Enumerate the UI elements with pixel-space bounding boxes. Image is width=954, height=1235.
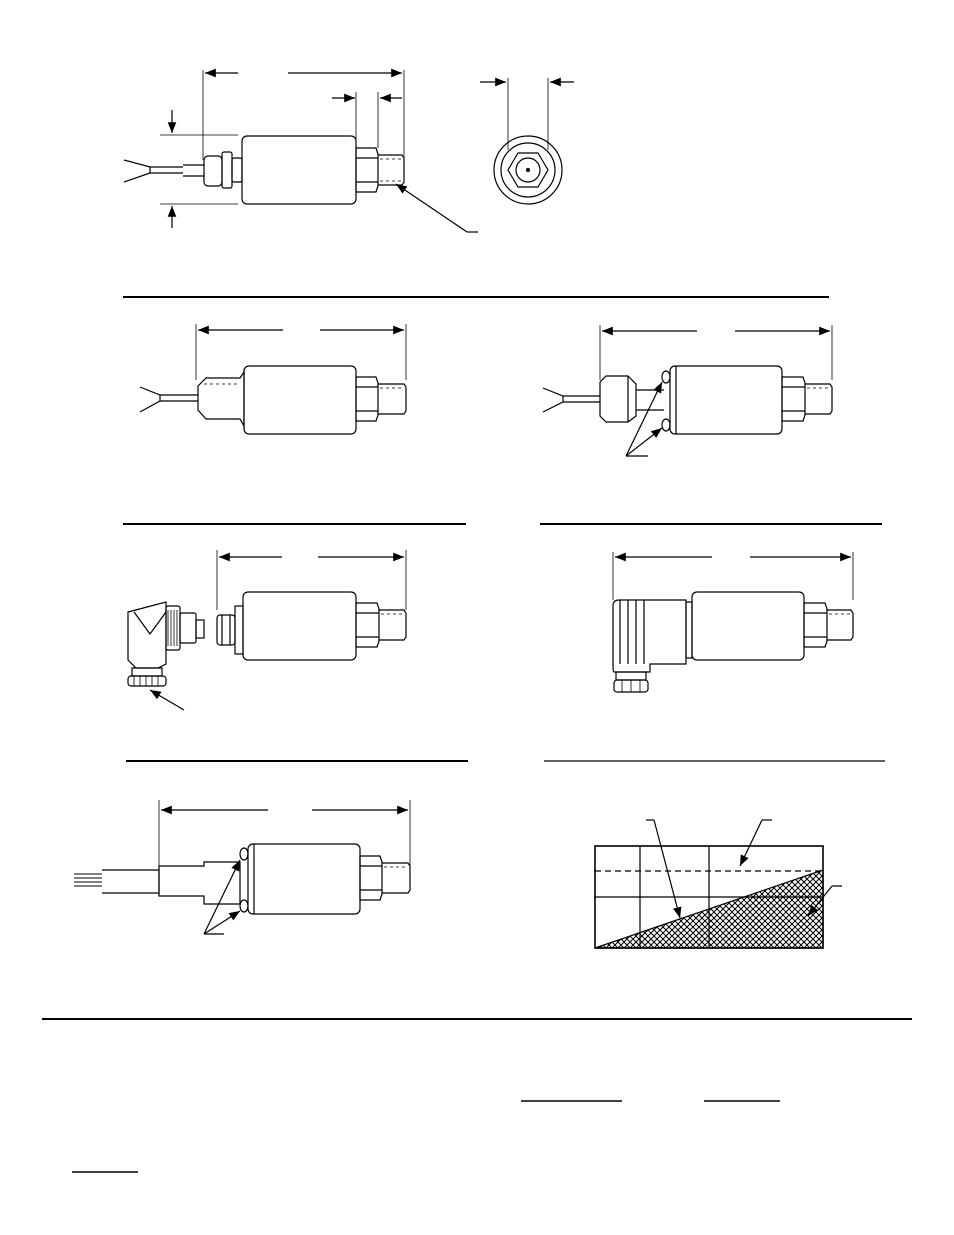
fig-din-connector-mounted <box>613 552 853 692</box>
fig-multi-conductor-cable <box>74 800 410 934</box>
fig-cable-fitting-end <box>480 78 574 204</box>
fig-cable-fitting-side <box>124 70 478 232</box>
fig-accuracy-band-chart <box>595 820 842 948</box>
fig-potted-cable <box>140 324 406 434</box>
fig-oring-cable <box>543 325 832 456</box>
fig-din-connector-separated <box>128 550 406 710</box>
